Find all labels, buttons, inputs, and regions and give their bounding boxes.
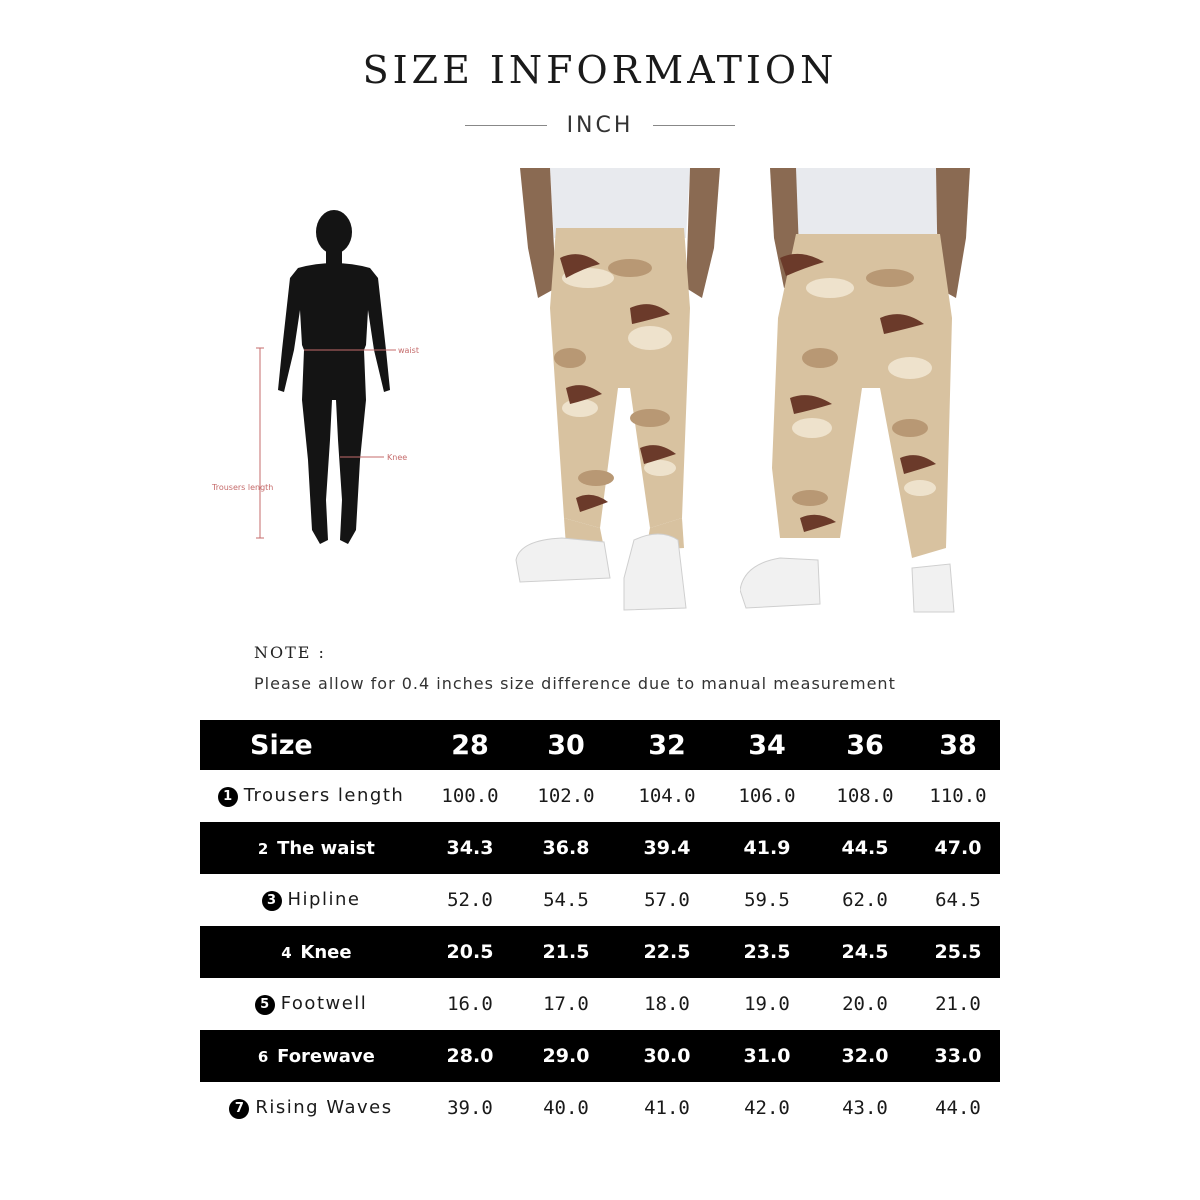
row-number: 6 xyxy=(257,1047,269,1066)
table-cell: 64.5 xyxy=(916,874,1000,926)
table-cell: 41.9 xyxy=(720,822,814,874)
row-number: 4 xyxy=(281,943,292,962)
page-title: SIZE INFORMATION xyxy=(362,48,838,92)
header-size-30: 30 xyxy=(518,720,614,770)
table-cell: 44.5 xyxy=(814,822,916,874)
table-row xyxy=(200,926,1000,978)
product-photo-front xyxy=(500,168,740,616)
unit-divider-right xyxy=(653,125,735,126)
table-cell: 18.0 xyxy=(614,978,720,1030)
table-row xyxy=(200,770,1000,822)
table-cell: 24.5 xyxy=(814,926,916,978)
row-number: 2 xyxy=(257,839,269,858)
table-cell: 32.0 xyxy=(814,1030,916,1082)
table-cell: 108.0 xyxy=(814,770,916,822)
unit-label: INCH xyxy=(566,112,634,138)
waist-label: waist xyxy=(398,346,419,355)
table-cell: 21.5 xyxy=(518,926,614,978)
table-cell: 33.0 xyxy=(916,1030,1000,1082)
row-label: The waist xyxy=(277,837,375,859)
row-label-cell xyxy=(200,1082,422,1134)
table-cell: 57.0 xyxy=(614,874,720,926)
product-photo-back xyxy=(740,168,980,616)
row-number: 7 xyxy=(229,1099,249,1119)
row-label: Trousers length xyxy=(243,785,405,806)
table-cell: 20.0 xyxy=(814,978,916,1030)
header-size-34: 34 xyxy=(720,720,814,770)
table-cell: 39.4 xyxy=(614,822,720,874)
table-cell: 42.0 xyxy=(720,1082,814,1134)
table-cell: 28.0 xyxy=(422,1030,518,1082)
table-cell: 106.0 xyxy=(720,770,814,822)
row-label: Forewave xyxy=(277,1045,375,1067)
table-cell: 40.0 xyxy=(518,1082,614,1134)
table-cell: 16.0 xyxy=(422,978,518,1030)
table-cell: 29.0 xyxy=(518,1030,614,1082)
row-label: Hipline xyxy=(287,889,361,910)
header-size-32: 32 xyxy=(614,720,720,770)
table-cell: 34.3 xyxy=(422,822,518,874)
header-size-28: 28 xyxy=(422,720,518,770)
note-text: Please allow for 0.4 inches size difference due to manual measurement xyxy=(254,674,896,693)
unit-row xyxy=(0,108,1200,142)
table-cell: 23.5 xyxy=(720,926,814,978)
unit-divider-left xyxy=(465,125,547,126)
table-cell: 59.5 xyxy=(720,874,814,926)
row-label-cell xyxy=(200,1030,422,1082)
row-label-cell xyxy=(200,874,422,926)
table-cell: 54.5 xyxy=(518,874,614,926)
row-label-cell xyxy=(200,978,422,1030)
table-cell: 62.0 xyxy=(814,874,916,926)
row-label: Knee xyxy=(300,941,352,963)
table-header-row xyxy=(200,720,1000,770)
note-title: NOTE : xyxy=(254,643,326,662)
trousers-length-label: Trousers length xyxy=(212,483,274,492)
table-row xyxy=(200,822,1000,874)
row-label-cell xyxy=(200,926,422,978)
table-cell: 100.0 xyxy=(422,770,518,822)
table-cell: 31.0 xyxy=(720,1030,814,1082)
table-cell: 110.0 xyxy=(916,770,1000,822)
row-label: Rising Waves xyxy=(255,1097,393,1118)
table-cell: 20.5 xyxy=(422,926,518,978)
table-cell: 43.0 xyxy=(814,1082,916,1134)
row-label-cell xyxy=(200,822,422,874)
table-cell: 47.0 xyxy=(916,822,1000,874)
table-row xyxy=(200,874,1000,926)
header-size-38: 38 xyxy=(916,720,1000,770)
row-number: 1 xyxy=(218,787,238,807)
table-cell: 30.0 xyxy=(614,1030,720,1082)
table-cell: 19.0 xyxy=(720,978,814,1030)
knee-label: Knee xyxy=(387,453,408,462)
table-cell: 36.8 xyxy=(518,822,614,874)
table-cell: 39.0 xyxy=(422,1082,518,1134)
table-cell: 104.0 xyxy=(614,770,720,822)
row-number: 3 xyxy=(262,891,282,911)
table-row xyxy=(200,978,1000,1030)
body-measurement-figure xyxy=(200,200,450,560)
table-cell: 25.5 xyxy=(916,926,1000,978)
table-row xyxy=(200,1030,1000,1082)
table-row xyxy=(200,1082,1000,1134)
table-cell: 22.5 xyxy=(614,926,720,978)
table-cell: 44.0 xyxy=(916,1082,1000,1134)
row-number: 5 xyxy=(255,995,275,1015)
row-label-cell xyxy=(200,770,422,822)
size-chart-table xyxy=(200,720,1000,1134)
table-cell: 21.0 xyxy=(916,978,1000,1030)
table-cell: 102.0 xyxy=(518,770,614,822)
row-label: Footwell xyxy=(280,993,368,1014)
header-size-36: 36 xyxy=(814,720,916,770)
table-cell: 17.0 xyxy=(518,978,614,1030)
table-cell: 41.0 xyxy=(614,1082,720,1134)
table-cell: 52.0 xyxy=(422,874,518,926)
header-size: Size xyxy=(200,720,422,770)
